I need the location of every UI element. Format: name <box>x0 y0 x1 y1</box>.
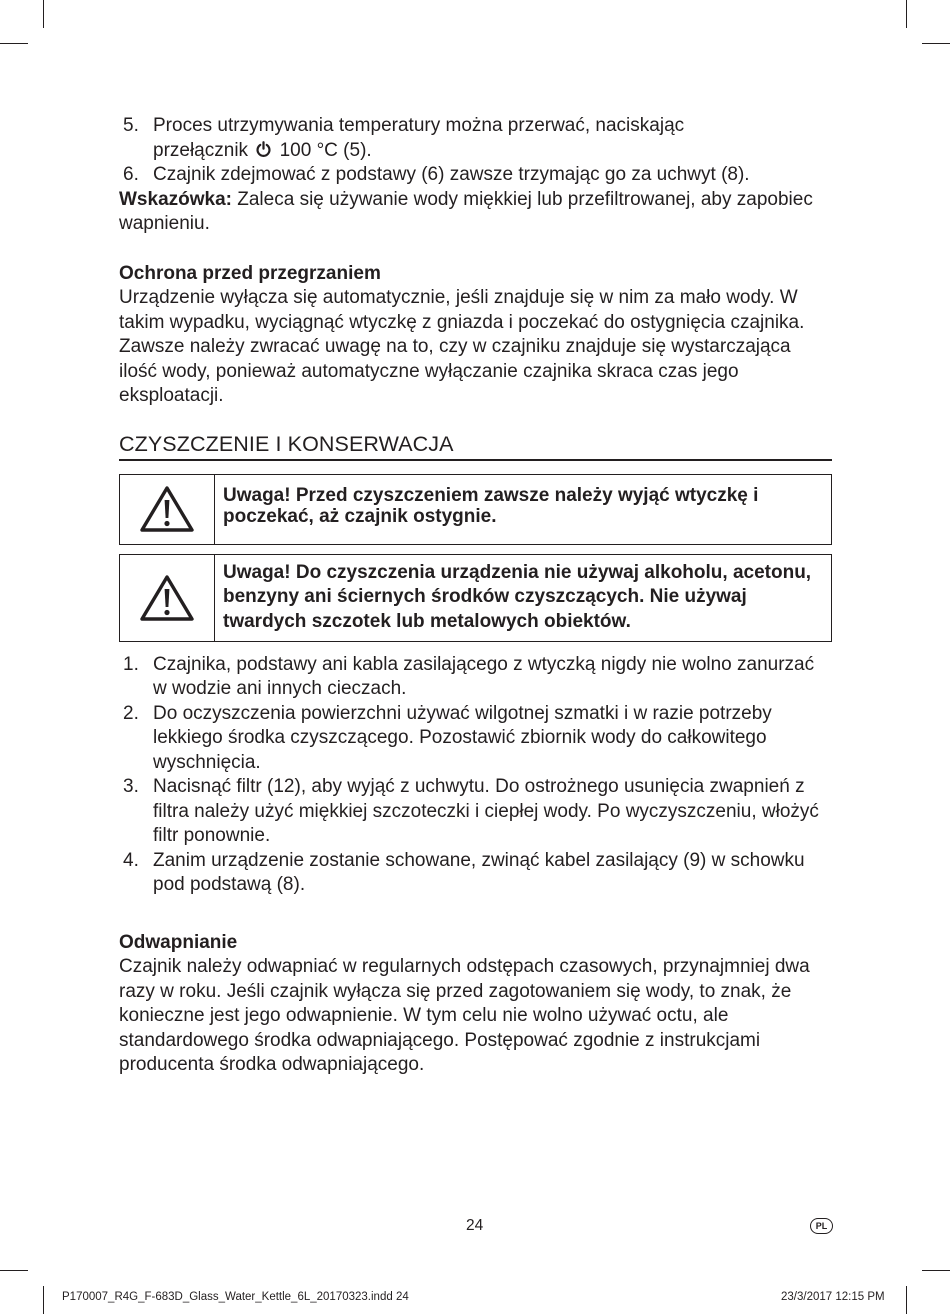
list-item <box>119 702 832 776</box>
crop-mark <box>906 0 907 28</box>
intro-steps-list <box>119 114 832 188</box>
overheat-heading: Ochrona przed przegrzaniem <box>119 262 381 284</box>
list-item-text: przełącznik <box>153 139 249 161</box>
list-item-text: Zanim urządzenie zostanie schowane, zwinąć kabel zasilający (9) w schowku pod podstawą (8). <box>153 849 805 895</box>
overheat-paragraph: Zawsze należy zwracać uwagę na to, czy w czajniku znajduje się wystarczająca ilość wody, ponieważ automatyczne wyłączanie czajnika skraca czas jego eksploatacji. <box>119 336 791 406</box>
crop-mark <box>43 1286 44 1314</box>
list-item <box>119 163 832 188</box>
section-title: CZYSZCZENIE I KONSERWACJA <box>119 431 832 461</box>
power-icon <box>255 141 272 158</box>
list-number: 5. <box>123 115 139 136</box>
list-item-text: 100 °C (5). <box>279 139 372 161</box>
list-number: 4. <box>123 849 139 871</box>
warning-box <box>119 554 832 642</box>
crop-mark <box>0 1270 28 1271</box>
slug-filename: P170007_R4G_F-683D_Glass_Water_Kettle_6L_20170323.indd 24 <box>62 1291 409 1303</box>
crop-mark <box>922 43 950 44</box>
page-number: 24 <box>466 1217 484 1234</box>
warning-icon-cell <box>120 475 215 544</box>
list-item <box>119 849 832 898</box>
warning-text: Uwaga! Przed czyszczeniem zawsze należy wyjąć wtyczkę i poczekać, aż czajnik ostygnie. <box>223 485 759 527</box>
slug-datetime: 23/3/2017 12:15 PM <box>781 1291 885 1303</box>
list-item <box>119 775 832 849</box>
page-content <box>119 114 832 1078</box>
tip-note <box>119 188 832 237</box>
crop-mark <box>906 1286 907 1314</box>
warning-icon-cell <box>120 555 215 641</box>
language-badge: PL <box>810 1218 833 1234</box>
crop-mark <box>43 0 44 28</box>
list-item-text: Do oczyszczenia powierzchni używać wilgotnej szmatki i w razie potrzeby lekkiego środka czyszczącego. Pozostawić zbiornik wody do całkowitego wyschnięcia. <box>153 702 772 773</box>
list-item-text: Nacisnąć filtr (12), aby wyjąć z uchwytu. Do ostrożnego usunięcia zwapnień z filtra należy użyć miękkiej szczoteczki i ciepłej wody. Po wyczyszczeniu, włożyć filtr ponownie. <box>153 776 819 846</box>
descaling-heading: Odwapnianie <box>119 931 238 953</box>
tip-text: Zaleca się używanie wody miękkiej lub przefiltrowanej, aby zapobiec wapnieniu. <box>119 188 813 234</box>
list-number: 6. <box>123 164 139 185</box>
warning-triangle-icon <box>139 485 195 533</box>
warning-box <box>119 474 832 545</box>
warning-text: Uwaga! Do czyszczenia urządzenia nie używaj alkoholu, acetonu, benzyny ani ściernych środków czyszczących. Nie używaj twardych szczotek lub metalowych obiektów. <box>223 561 812 632</box>
list-item <box>119 653 832 702</box>
list-number: 2. <box>123 702 139 724</box>
list-item <box>119 114 832 163</box>
list-number: 3. <box>123 776 139 797</box>
tip-label: Wskazówka: <box>119 188 232 210</box>
list-item-text: Proces utrzymywania temperatury można przerwać, naciskając <box>153 115 685 136</box>
crop-mark <box>922 1270 950 1271</box>
list-number: 1. <box>123 653 139 675</box>
list-item-text: Czajnika, podstawy ani kabla zasilającego z wtyczką nigdy nie wolno zanurzać w wodzie ani innych cieczach. <box>153 653 815 699</box>
list-item-text: Czajnik zdejmować z podstawy (6) zawsze trzymając go za uchwyt (8). <box>153 164 750 185</box>
crop-mark <box>0 43 28 44</box>
overheat-paragraph: Urządzenie wyłącza się automatycznie, jeśli znajduje się w nim za mało wody. W takim wypadku, wyciągnąć wtyczkę z gniazda i poczekać do ostygnięcia czajnika. <box>119 287 805 333</box>
descaling-paragraph: Czajnik należy odwapniać w regularnych odstępach czasowych, przynajmniej dwa razy w roku. Jeśli czajnik wyłącza się przed zagotowaniem się wody, to znak, że konieczne jest jego odwapnienie. W tym celu nie wolno używać octu, ale standardowego środka odwapniającego. Postępować zgodnie z instrukcjami producenta środka odwapniającego. <box>119 956 810 1075</box>
cleaning-steps-list <box>119 653 832 898</box>
warning-triangle-icon <box>139 574 195 622</box>
